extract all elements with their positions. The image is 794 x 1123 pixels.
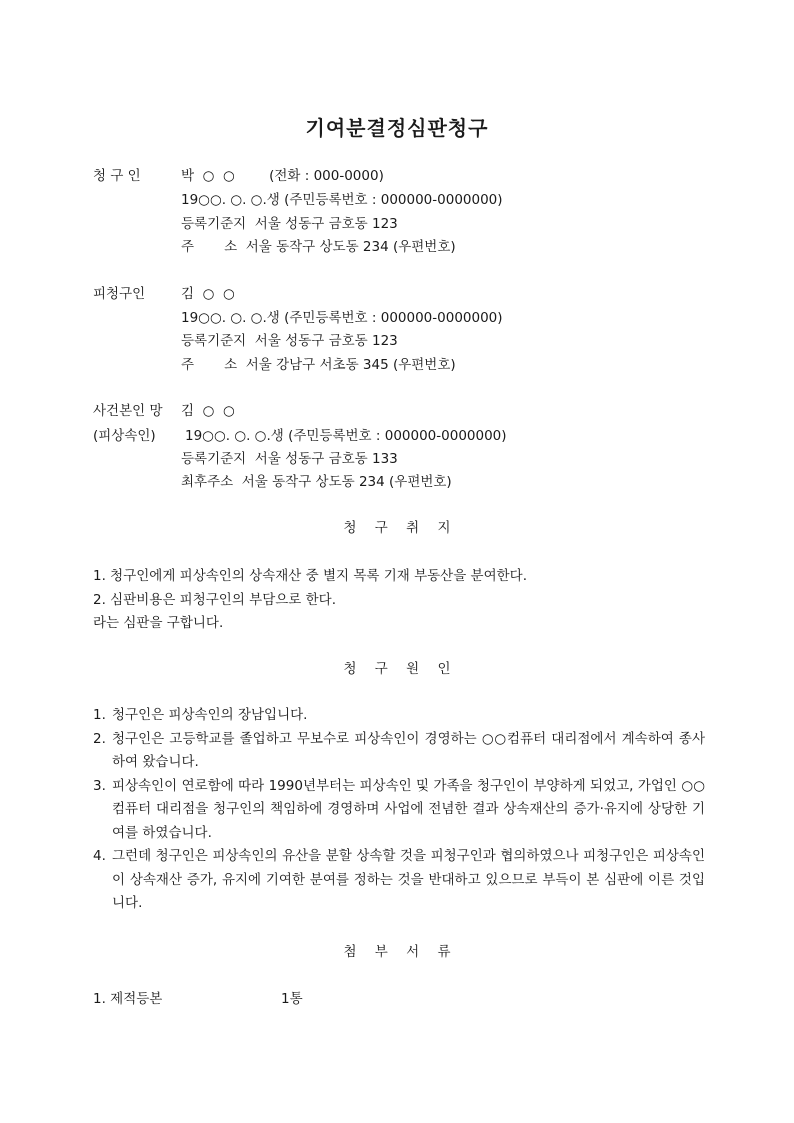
list-item	[93, 704, 705, 728]
claimant-address: 주 소 서울 동작구 상도동 234 (우편번호)	[181, 239, 456, 255]
deceased-label: 사건본인 망	[93, 403, 163, 419]
claimant-label: 청 구 인	[93, 168, 141, 184]
document-title: 기여분결정심판청구	[305, 116, 489, 140]
cause-item-text: 청구인은 고등학교를 졸업하고 무보수로 피상속인이 경영하는 ○○컴퓨터 대리점에서 계속하여 종사하여 왔습니다.	[112, 730, 705, 770]
claimant-birth-id: 19○○. ○. ○.생 (주민등록번호 : 000000-0000000)	[181, 192, 503, 208]
purpose-closing: 라는 심판을 구합니다.	[93, 615, 224, 631]
purpose-item-1: 1. 청구인에게 피상속인의 상속재산 중 별지 목록 기재 부동산을 분여한다.	[93, 568, 527, 584]
cause-item-text: 피상속인이 연로함에 따라 1990년부터는 피상속인 및 가족을 청구인이 부양하게 되었고, 가업인 ○○컴퓨터 대리점을 청구인의 책임하에 경영하며 사업에 전념한 결과 상속재산의 증가·유지에 상당한 기여를 하였습니다.	[112, 777, 705, 841]
claimant-name-phone: 박 ○ ○ (전화 : 000-0000)	[181, 168, 384, 184]
deceased-last-address: 최후주소 서울 동작구 상도동 234 (우편번호)	[181, 474, 452, 490]
list-item	[93, 845, 705, 916]
attachment-item-name: 1. 제적등본	[93, 991, 163, 1007]
cause-item-number: 4.	[93, 848, 106, 864]
list-item	[93, 775, 705, 846]
purpose-heading: 청 구 취 지	[343, 520, 451, 536]
cause-item-text: 청구인은 피상속인의 장남입니다.	[112, 707, 308, 723]
claimant-registry: 등록기준지 서울 성동구 금호동 123	[181, 216, 398, 232]
respondent-birth-id: 19○○. ○. ○.생 (주민등록번호 : 000000-0000000)	[181, 310, 503, 326]
deceased-sublabel: (피상속인)	[93, 428, 156, 444]
deceased-name: 김 ○ ○	[181, 403, 235, 419]
purpose-item-2: 2. 심판비용은 피청구인의 부담으로 한다.	[93, 592, 336, 608]
deceased-birth-id: 19○○. ○. ○.생 (주민등록번호 : 000000-0000000)	[185, 428, 507, 444]
attachments-heading: 첨 부 서 류	[343, 944, 451, 960]
respondent-registry: 등록기준지 서울 성동구 금호동 123	[181, 333, 398, 349]
cause-item-number: 3.	[93, 777, 106, 794]
cause-item-number: 1.	[93, 707, 106, 723]
deceased-registry: 등록기준지 서울 성동구 금호동 133	[181, 451, 398, 467]
respondent-name: 김 ○ ○	[181, 286, 235, 302]
cause-item-text: 그런데 청구인은 피상속인의 유산을 분할 상속할 것을 피청구인과 협의하였으나 피청구인은 피상속인이 상속재산 증가, 유지에 기여한 분여를 정하는 것을 반대하고 있으므로 부득이 본 심판에 이른 것입니다.	[112, 848, 705, 911]
cause-item-number: 2.	[93, 730, 106, 747]
respondent-address: 주 소 서울 강남구 서초동 345 (우편번호)	[181, 357, 456, 373]
respondent-label: 피청구인	[93, 286, 146, 302]
list-item	[93, 728, 705, 775]
attachment-item-qty: 1통	[281, 991, 303, 1007]
cause-list	[93, 704, 705, 916]
cause-heading: 청 구 원 인	[343, 661, 451, 677]
